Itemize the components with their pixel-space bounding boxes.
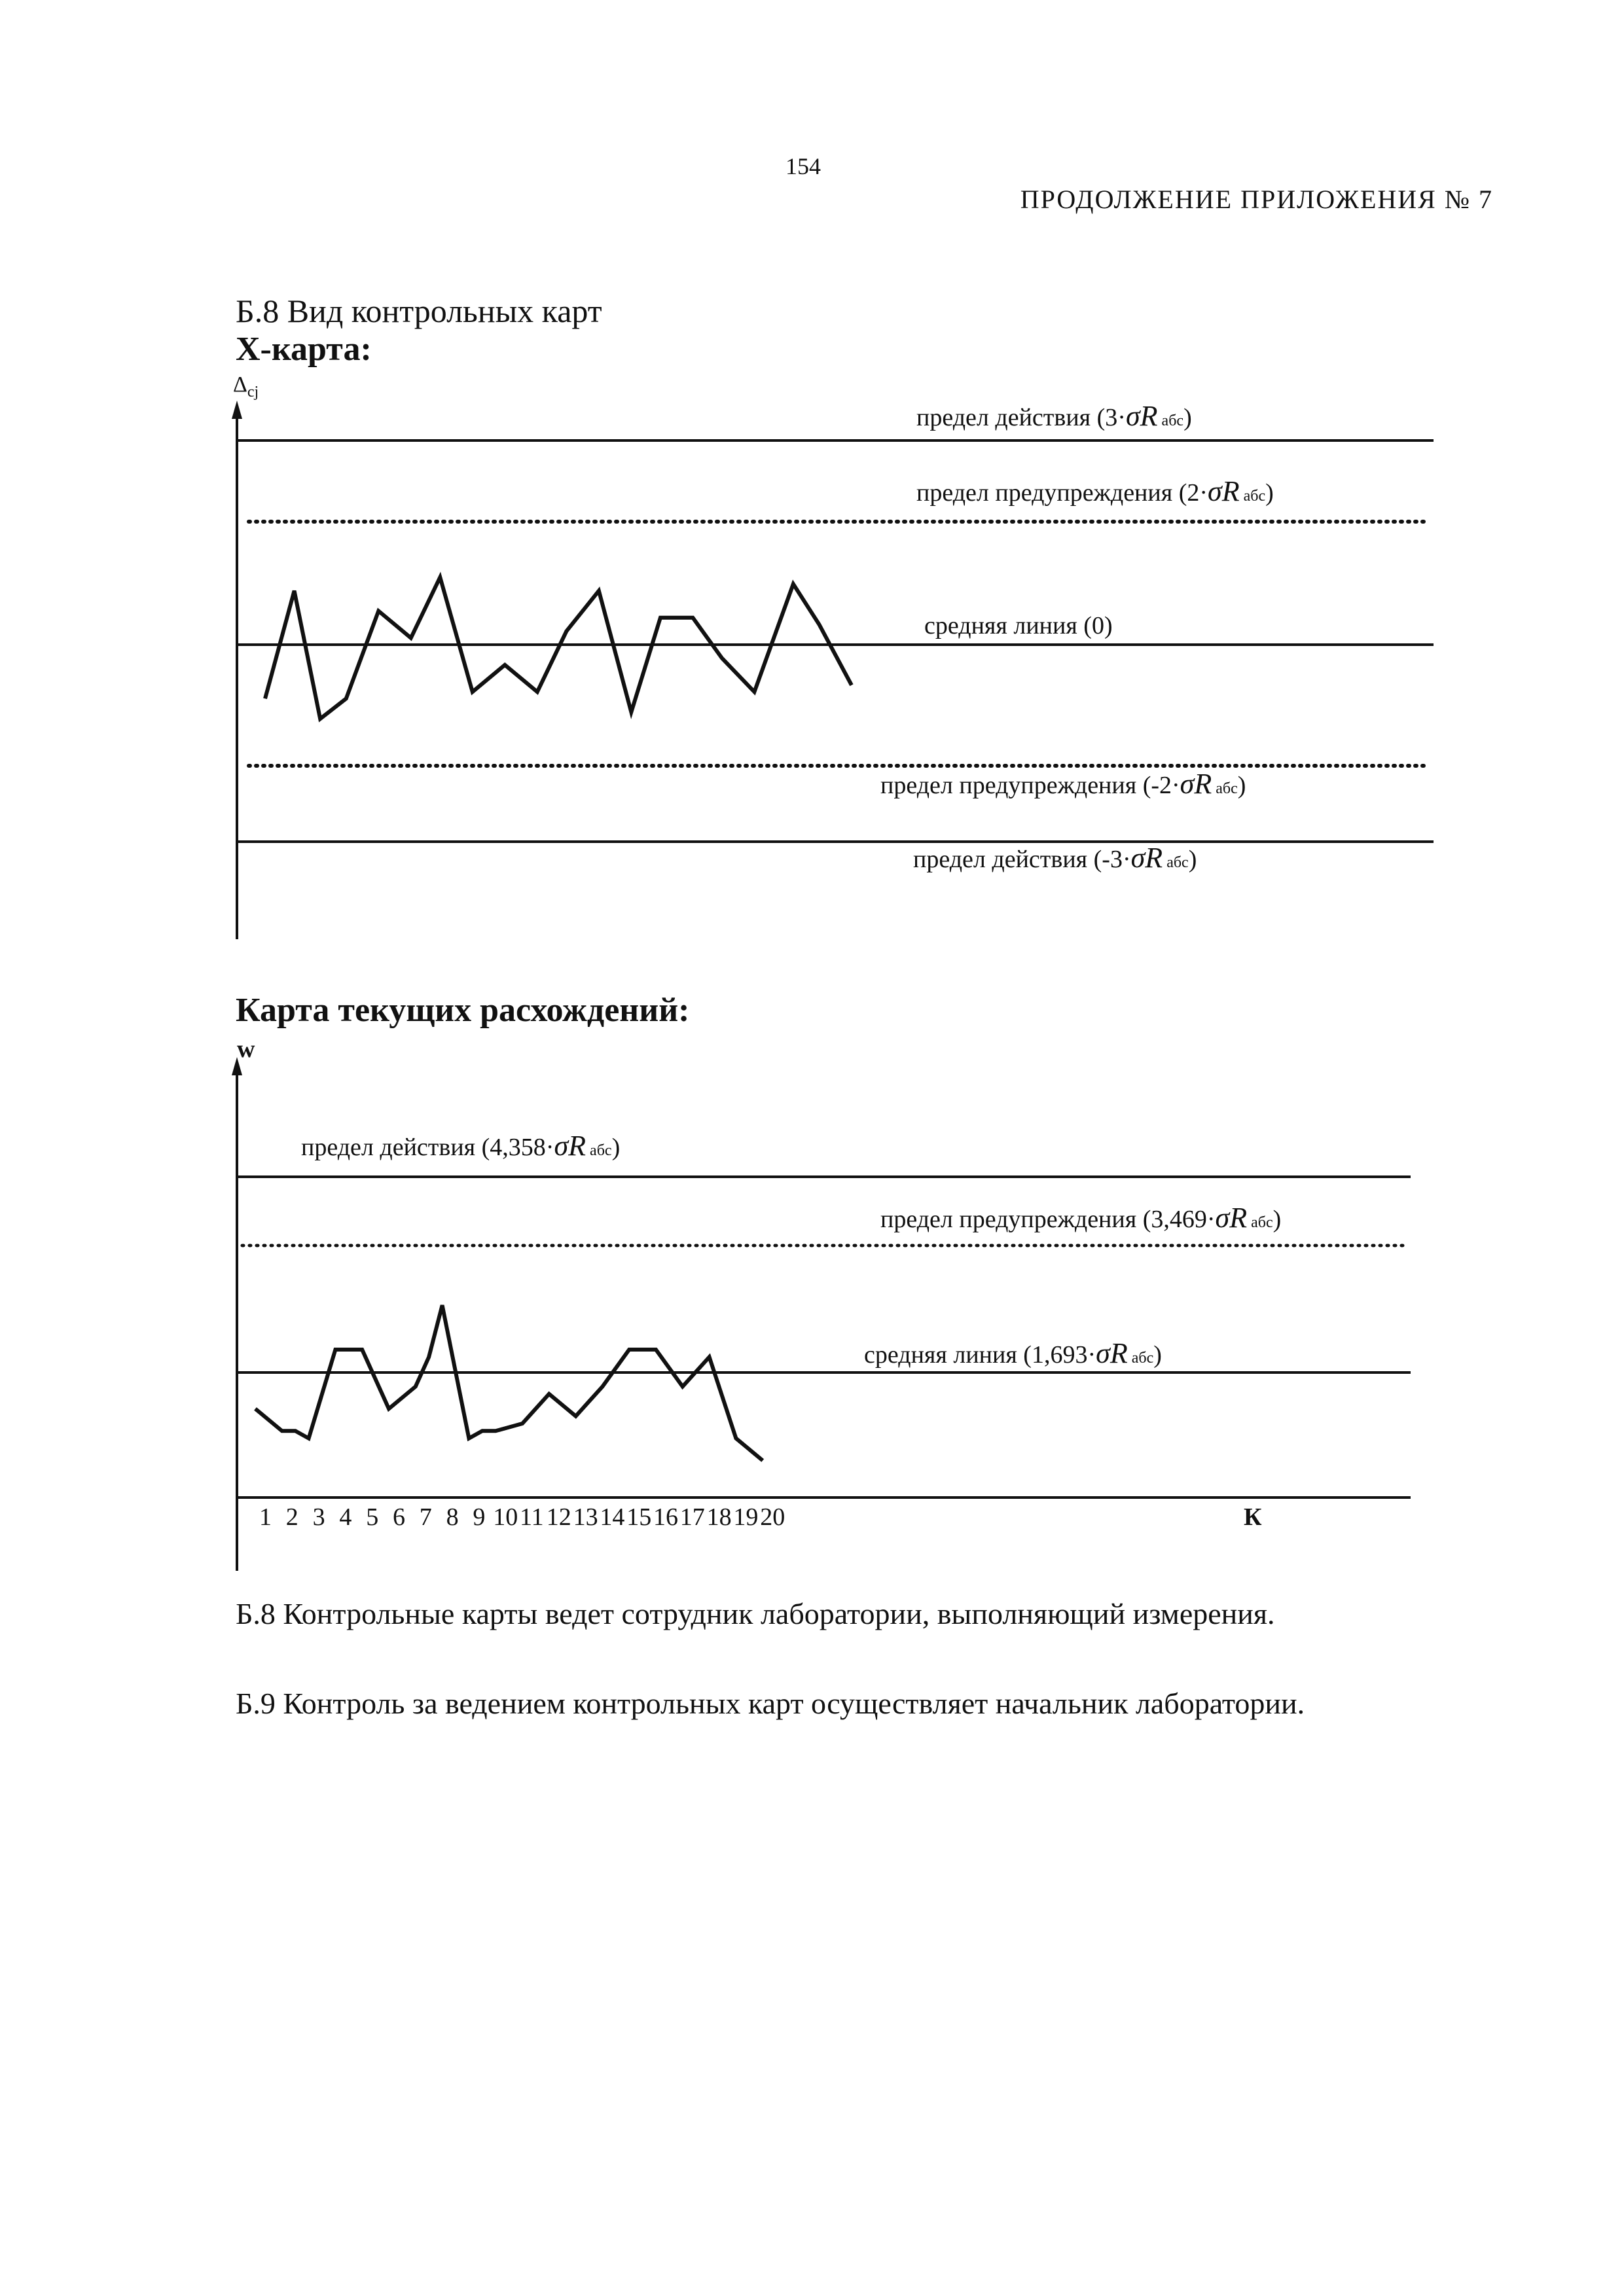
x-chart-label-lower-warning: предел предупреждения (-2·σR абс)	[880, 768, 1246, 800]
x-chart-series	[265, 577, 852, 719]
w-chart-x-tick-6: 6	[393, 1503, 405, 1531]
w-chart-x-tick-10: 10	[493, 1503, 518, 1531]
w-chart-x-tick-12: 12	[546, 1503, 571, 1531]
x-chart-label-lower-action: предел действия (-3·σR абс)	[913, 842, 1197, 874]
w-chart-y-label: w	[237, 1035, 255, 1063]
x-chart-label-upper-action: предел действия (3·σR абс)	[916, 400, 1192, 432]
appendix-continuation: ПРОДОЛЖЕНИЕ ПРИЛОЖЕНИЯ № 7	[1020, 185, 1493, 214]
w-chart-heading: Карта текущих расхождений:	[236, 992, 690, 1029]
x-chart-label-center: средняя линия (0)	[924, 612, 1113, 639]
w-chart-x-tick-17: 17	[679, 1503, 705, 1531]
w-chart	[232, 1035, 1411, 1571]
w-chart-x-tick-11: 11	[520, 1503, 544, 1531]
w-chart-x-tick-18: 18	[706, 1503, 732, 1531]
section-title: Б.8 Вид контрольных карт	[236, 293, 602, 329]
w-chart-x-tick-19: 19	[733, 1503, 759, 1531]
x-chart-label-upper-warning: предел предупреждения (2·σR абс)	[916, 475, 1274, 507]
w-chart-x-label: К	[1244, 1503, 1262, 1531]
w-chart-x-tick-4: 4	[339, 1503, 352, 1531]
paragraph-b9: Б.9 Контроль за ведением контрольных карт осуществляет начальник лаборатории.	[236, 1687, 1305, 1720]
x-chart-heading: X-карта:	[236, 331, 372, 368]
w-chart-x-tick-5: 5	[366, 1503, 379, 1531]
w-chart-label-warning: предел предупреждения (3,469·σR абс)	[880, 1202, 1282, 1234]
w-chart-x-tick-1: 1	[259, 1503, 272, 1531]
page-number: 154	[785, 153, 821, 179]
w-chart-x-ticks	[259, 1503, 785, 1531]
x-chart	[232, 372, 1434, 939]
x-chart-series-line	[265, 577, 852, 719]
w-chart-x-tick-14: 14	[600, 1503, 625, 1531]
w-chart-x-tick-16: 16	[653, 1503, 678, 1531]
w-chart-series	[255, 1305, 763, 1460]
x-chart-y-label: $\Delta_{cj}$	[233, 372, 259, 401]
w-chart-series-line	[255, 1305, 763, 1460]
w-chart-x-tick-3: 3	[312, 1503, 325, 1531]
paragraph-b8: Б.8 Контрольные карты ведет сотрудник лаборатории, выполняющий измерения.	[236, 1597, 1275, 1630]
w-chart-x-tick-15: 15	[626, 1503, 652, 1531]
w-chart-x-tick-13: 13	[573, 1503, 598, 1531]
w-chart-x-tick-20: 20	[760, 1503, 785, 1531]
w-chart-x-tick-8: 8	[446, 1503, 459, 1531]
w-chart-x-tick-2: 2	[285, 1503, 298, 1531]
w-chart-x-tick-7: 7	[419, 1503, 432, 1531]
w-chart-label-action: предел действия (4,358·σR абс)	[301, 1130, 621, 1162]
w-chart-label-center: средняя линия (1,693·σR абс)	[864, 1337, 1162, 1369]
x-chart-y-axis-arrow	[232, 401, 242, 419]
w-chart-x-tick-9: 9	[473, 1503, 486, 1531]
